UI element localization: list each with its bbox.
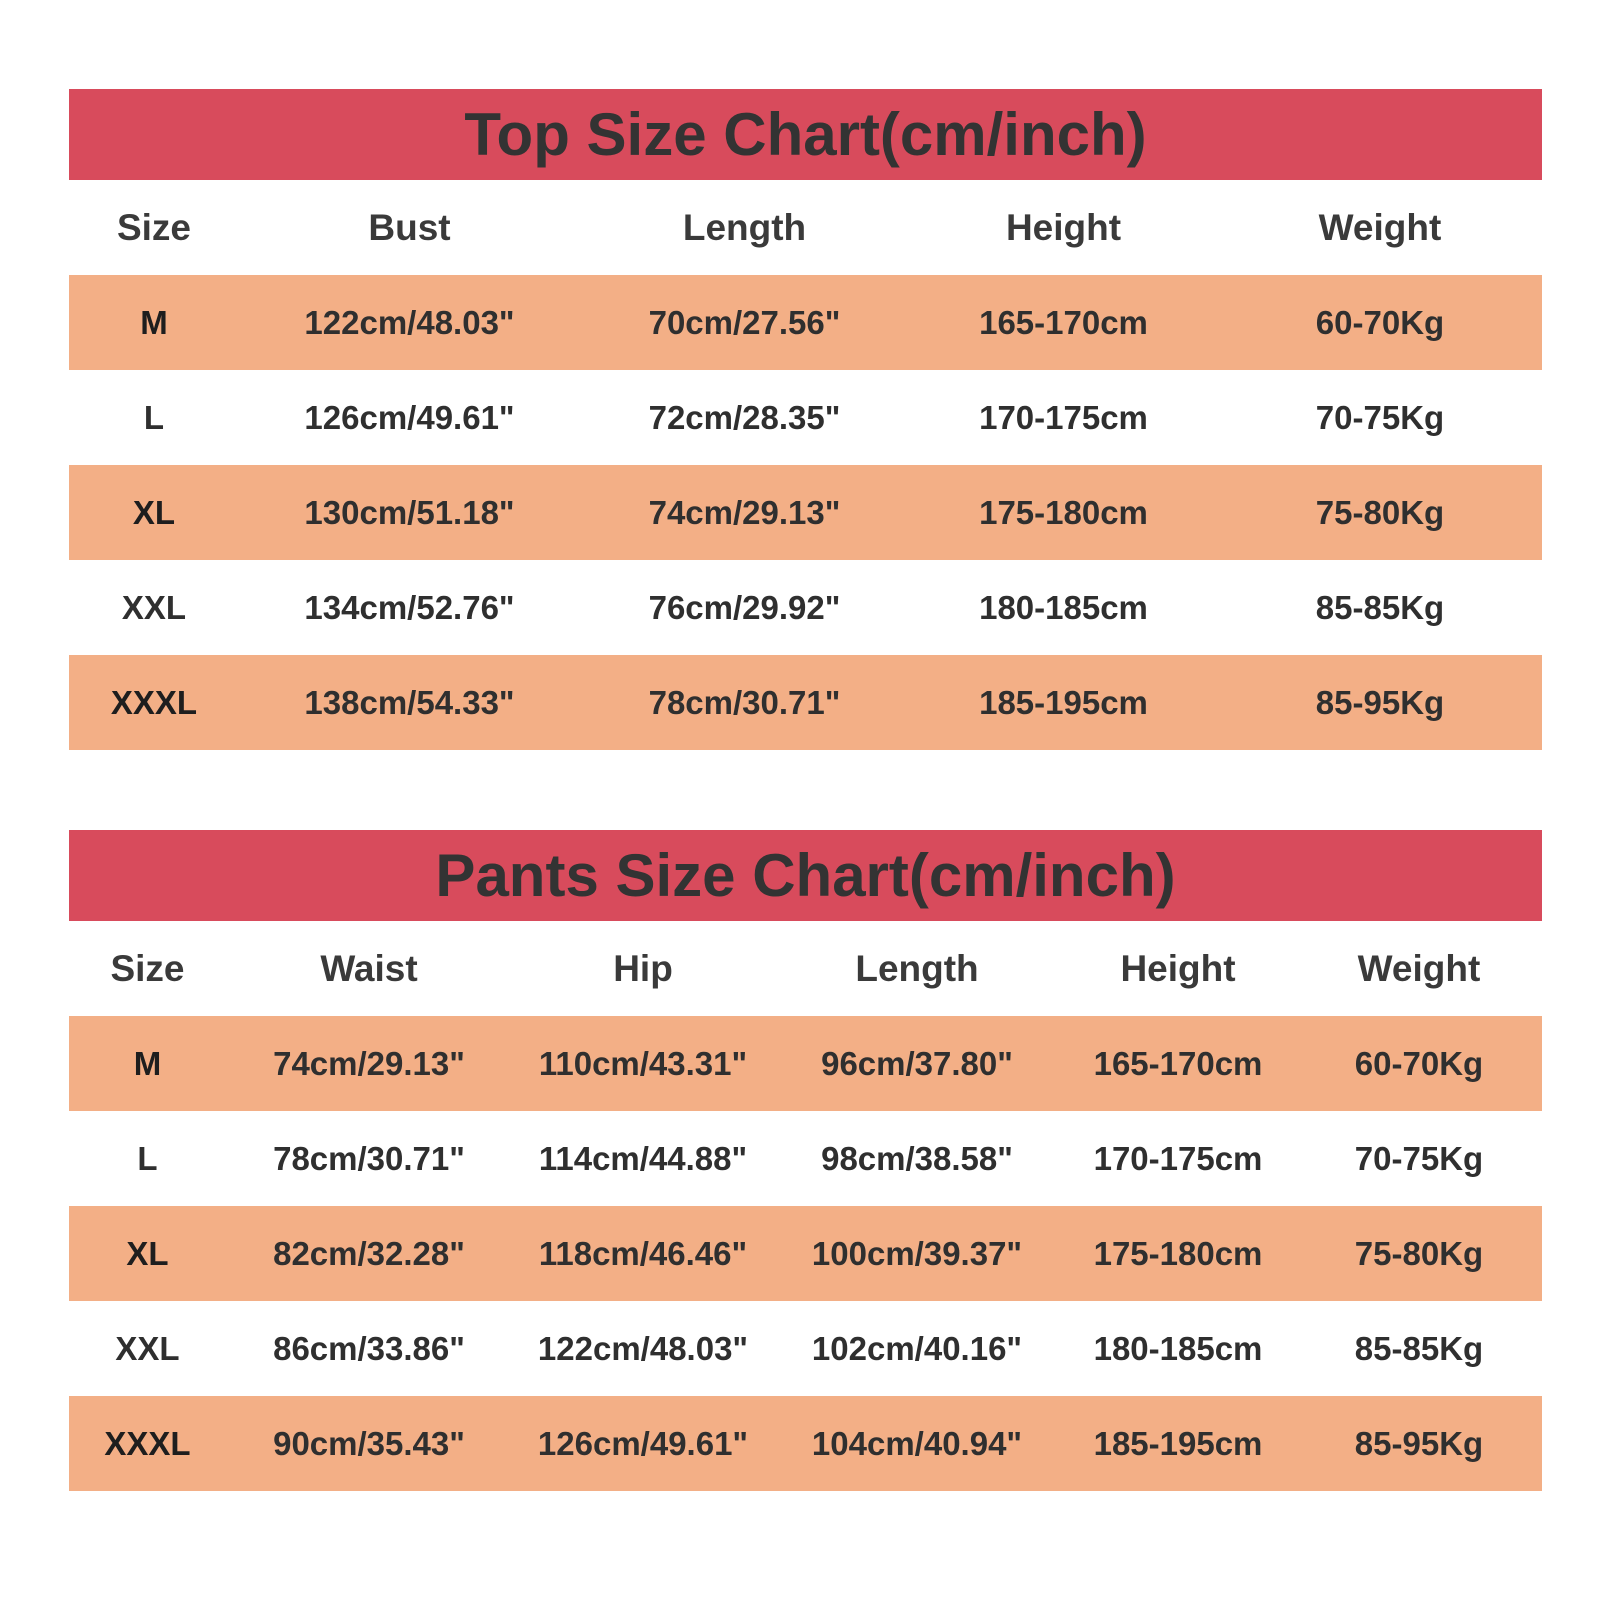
bust-cell: 138cm/54.33": [239, 655, 580, 750]
pants-size-chart: [69, 830, 1542, 1491]
weight-cell: 85-95Kg: [1296, 1396, 1542, 1491]
weight-cell: 60-70Kg: [1296, 1016, 1542, 1111]
size-cell: XXXL: [69, 655, 239, 750]
table-row: [69, 275, 1542, 370]
length-cell: 104cm/40.94": [774, 1396, 1060, 1491]
height-cell: 165-170cm: [1060, 1016, 1296, 1111]
header-length: Length: [855, 947, 979, 989]
hip-cell: 118cm/46.46": [512, 1206, 774, 1301]
waist-cell: 82cm/32.28": [226, 1206, 512, 1301]
header-weight: Weight: [1318, 206, 1442, 248]
header-height: Height: [1005, 206, 1122, 248]
table-row: [69, 655, 1542, 750]
bust-cell: 134cm/52.76": [304, 588, 515, 626]
top-chart-title: Top Size Chart(cm/inch): [69, 89, 1542, 180]
weight-cell: 70-75Kg: [1354, 1139, 1484, 1177]
header-bust: Bust: [368, 206, 451, 248]
size-cell: L: [143, 398, 165, 436]
height-cell: 185-195cm: [909, 655, 1218, 750]
height-cell: 170-175cm: [979, 398, 1148, 436]
table-row: [69, 370, 1542, 465]
bust-cell: 122cm/48.03": [239, 275, 580, 370]
size-cell: L: [137, 1139, 158, 1177]
size-cell: XXL: [115, 1329, 180, 1367]
length-cell: 102cm/40.16": [811, 1329, 1023, 1367]
waist-cell: 78cm/30.71": [273, 1139, 465, 1177]
header-size: Size: [116, 206, 192, 248]
hip-cell: 114cm/44.88": [538, 1139, 748, 1177]
table-row: [69, 1396, 1542, 1491]
table-row: [69, 1206, 1542, 1301]
length-cell: 98cm/38.58": [821, 1139, 1013, 1177]
height-cell: 185-195cm: [1060, 1396, 1296, 1491]
waist-cell: 74cm/29.13": [226, 1016, 512, 1111]
height-cell: 165-170cm: [909, 275, 1218, 370]
weight-cell: 70-75Kg: [1315, 398, 1445, 436]
length-cell: 96cm/37.80": [774, 1016, 1060, 1111]
height-cell: 180-185cm: [979, 588, 1148, 626]
length-cell: 78cm/30.71": [580, 655, 909, 750]
weight-cell: 85-85Kg: [1315, 588, 1445, 626]
header-size: Size: [110, 947, 185, 989]
height-cell: 175-180cm: [909, 465, 1218, 560]
length-cell: 76cm/29.92": [648, 588, 841, 626]
table-row: [69, 560, 1542, 655]
size-cell: M: [69, 275, 239, 370]
hip-cell: 110cm/43.31": [512, 1016, 774, 1111]
hip-cell: 122cm/48.03": [537, 1329, 749, 1367]
pants-size-table: [69, 921, 1542, 1491]
hip-cell: 126cm/49.61": [512, 1396, 774, 1491]
table-row: [69, 465, 1542, 560]
height-cell: 175-180cm: [1060, 1206, 1296, 1301]
header-hip: Hip: [613, 947, 673, 989]
waist-cell: 90cm/35.43": [226, 1396, 512, 1491]
bust-cell: 130cm/51.18": [239, 465, 580, 560]
weight-cell: 75-80Kg: [1218, 465, 1542, 560]
weight-cell: 60-70Kg: [1218, 275, 1542, 370]
length-cell: 100cm/39.37": [774, 1206, 1060, 1301]
size-cell: XL: [69, 1206, 226, 1301]
weight-cell: 85-95Kg: [1218, 655, 1542, 750]
header-weight: Weight: [1357, 947, 1481, 989]
height-cell: 180-185cm: [1093, 1329, 1263, 1367]
size-cell: M: [69, 1016, 226, 1111]
size-cell: XXXL: [69, 1396, 226, 1491]
table-row: [69, 1111, 1542, 1206]
length-cell: 72cm/28.35": [648, 398, 841, 436]
size-cell: XXL: [121, 588, 187, 626]
length-cell: 74cm/29.13": [580, 465, 909, 560]
header-waist: Waist: [320, 947, 418, 989]
pants-chart-title: Pants Size Chart(cm/inch): [69, 830, 1542, 921]
weight-cell: 75-80Kg: [1296, 1206, 1542, 1301]
table-header-row: [69, 921, 1542, 1016]
table-row: [69, 1301, 1542, 1396]
table-header-row: [69, 180, 1542, 275]
bust-cell: 126cm/49.61": [304, 398, 515, 436]
weight-cell: 85-85Kg: [1354, 1329, 1484, 1367]
length-cell: 70cm/27.56": [580, 275, 909, 370]
top-size-chart: [69, 89, 1542, 750]
size-cell: XL: [69, 465, 239, 560]
waist-cell: 86cm/33.86": [273, 1329, 465, 1367]
header-height: Height: [1120, 947, 1236, 989]
top-size-table: [69, 180, 1542, 750]
height-cell: 170-175cm: [1093, 1139, 1263, 1177]
header-length: Length: [682, 206, 807, 248]
table-row: [69, 1016, 1542, 1111]
